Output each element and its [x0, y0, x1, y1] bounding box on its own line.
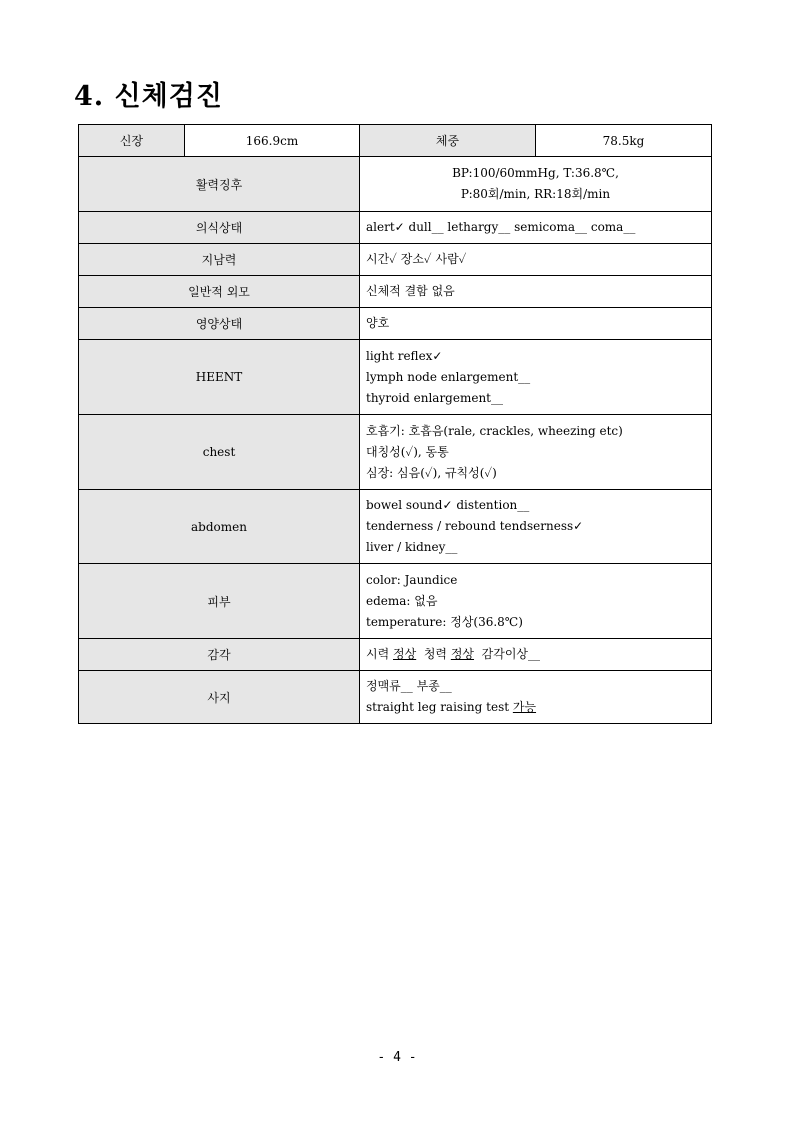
table-row: [79, 564, 712, 639]
height-label: 신장: [79, 125, 185, 157]
appearance-label: 일반적 외모: [79, 276, 360, 308]
heent-line: thyroid enlargement__: [366, 390, 503, 405]
table-row: [79, 276, 712, 308]
table-row: [79, 671, 712, 724]
heent-label: HEENT: [79, 340, 360, 415]
skin-line: color: Jaundice: [366, 572, 458, 587]
abdomen-line: tenderness / rebound tendserness✓: [366, 519, 584, 533]
table-row: [79, 639, 712, 671]
weight-label: 체중: [360, 125, 536, 157]
skin-line: temperature: 정상(36.8℃): [366, 614, 523, 629]
table-row: [79, 212, 712, 244]
senses-text: 청력: [416, 647, 451, 661]
vitals-line: BP:100/60mmHg, T:36.8℃,: [452, 166, 619, 180]
table-row: [79, 340, 712, 415]
skin-value: [360, 564, 712, 639]
chest-line: 심장: 심음(✓), 규칙성(✓): [366, 465, 497, 480]
skin-label: 피부: [79, 564, 360, 639]
senses-vision-value: 정상: [393, 647, 417, 661]
limbs-text: straight leg raising test: [366, 700, 513, 714]
page-title: 4. 신체검진: [74, 81, 223, 112]
weight-value: 78.5kg: [536, 125, 712, 157]
chest-value: [360, 415, 712, 490]
skin-line: edema: 없음: [366, 593, 438, 608]
heent-line: light reflex✓: [366, 348, 443, 363]
abdomen-line: bowel sound✓ distention__: [366, 498, 530, 512]
page-number: - 4 -: [377, 1050, 417, 1065]
vitals-label: 활력징후: [79, 157, 360, 212]
limbs-line: 정맥류__ 부종__: [366, 679, 452, 693]
slr-test-result: 가능: [512, 700, 537, 714]
table-row: [79, 244, 712, 276]
senses-value: [360, 639, 712, 671]
appearance-value: 신체적 결함 없음: [360, 276, 712, 308]
heent-value: [360, 340, 712, 415]
senses-text: 시력: [366, 647, 393, 661]
senses-hearing-value: 정상: [450, 647, 475, 661]
chest-label: chest: [79, 415, 360, 490]
table-row: [79, 308, 712, 340]
nutrition-label: 영양상태: [79, 308, 360, 340]
table-row: [79, 125, 712, 157]
orientation-value: 시간✓ 장소✓ 사람✓: [360, 244, 712, 276]
chest-line: 호흡기: 호흡음(rale, crackles, wheezing etc): [366, 423, 623, 438]
consciousness-value: alert✓ dull__ lethargy__ semicoma__ coma__: [360, 212, 712, 244]
consciousness-label: 의식상태: [79, 212, 360, 244]
limbs-label: 사지: [79, 671, 360, 724]
vitals-value: [360, 157, 712, 212]
height-value: 166.9cm: [185, 125, 360, 157]
orientation-label: 지남력: [79, 244, 360, 276]
vitals-line: P:80회/min, RR:18회/min: [460, 187, 611, 201]
abdomen-value: [360, 490, 712, 564]
abdomen-label: abdomen: [79, 490, 360, 564]
senses-label: 감각: [79, 639, 360, 671]
table-row: [79, 415, 712, 490]
senses-text: 감각이상__: [474, 647, 541, 661]
table-row: [79, 490, 712, 564]
limbs-line: [366, 697, 711, 718]
limbs-value: [360, 671, 712, 724]
chest-line: 대칭성(✓), 동통: [366, 444, 449, 459]
heent-line: lymph node enlargement__: [366, 369, 531, 384]
table-row: [79, 157, 712, 212]
nutrition-value: 양호: [360, 308, 712, 340]
abdomen-line: liver / kidney__: [366, 540, 458, 554]
physical-exam-table: [78, 124, 712, 724]
